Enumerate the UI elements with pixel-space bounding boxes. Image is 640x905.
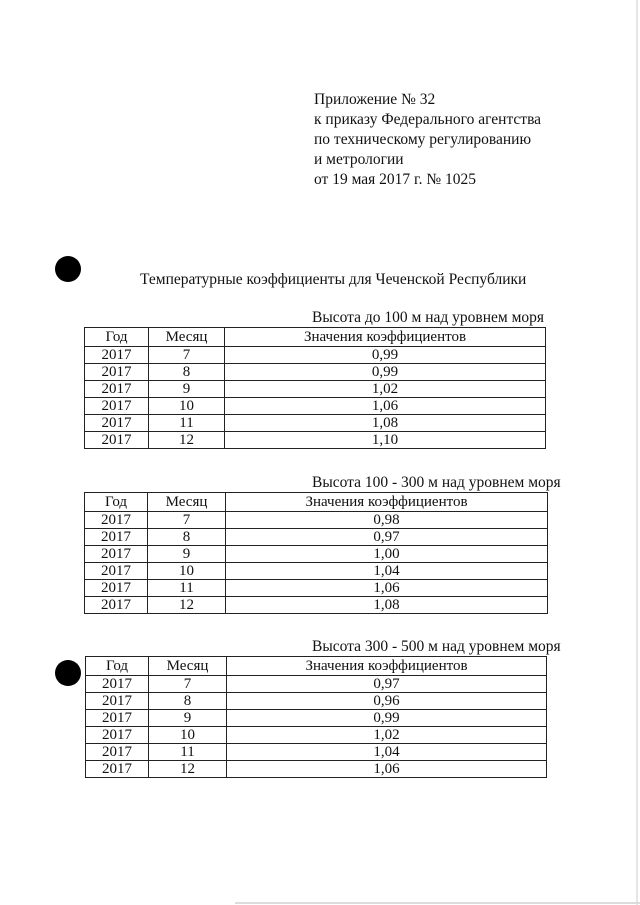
cell-year: 2017 (85, 432, 149, 449)
cell-year: 2017 (85, 597, 148, 614)
cell-month: 7 (148, 512, 226, 529)
cell-value: 1,02 (227, 727, 547, 744)
column-header-year: Год (85, 328, 149, 347)
table-header-row (86, 657, 547, 676)
cell-month: 8 (149, 364, 225, 381)
table-row (85, 364, 546, 381)
cell-month: 9 (149, 381, 225, 398)
table-row (85, 512, 548, 529)
cell-year: 2017 (85, 580, 148, 597)
cell-value: 1,10 (225, 432, 546, 449)
cell-year: 2017 (86, 727, 149, 744)
cell-year: 2017 (86, 710, 149, 727)
table-header-row (85, 328, 546, 347)
cell-value: 1,00 (226, 546, 548, 563)
column-header-month: Месяц (149, 657, 227, 676)
header-line: от 19 мая 2017 г. № 1025 (314, 171, 477, 188)
table-row (86, 676, 547, 693)
cell-value: 0,97 (226, 529, 548, 546)
page-edge-right (636, 0, 638, 905)
table-header-row (85, 493, 548, 512)
cell-month: 10 (149, 398, 225, 415)
cell-year: 2017 (85, 381, 149, 398)
cell-year: 2017 (85, 512, 148, 529)
coefficients-table (85, 656, 547, 778)
table-row (85, 597, 548, 614)
cell-month: 7 (149, 676, 227, 693)
punch-hole-mark (55, 660, 81, 686)
table-row (85, 563, 548, 580)
table-row (85, 415, 546, 432)
table-row (86, 727, 547, 744)
table-row (85, 347, 546, 364)
cell-month: 11 (149, 744, 227, 761)
cell-month: 11 (149, 415, 225, 432)
header-line: Приложение № 32 (314, 91, 436, 108)
cell-month: 9 (149, 710, 227, 727)
header-line: к приказу Федерального агентства (314, 111, 542, 128)
cell-month: 10 (148, 563, 226, 580)
cell-month: 11 (148, 580, 226, 597)
table-caption: Высота до 100 м над уровнем моря (312, 309, 545, 326)
column-header-value: Значения коэффициентов (225, 328, 546, 347)
table-row (86, 744, 547, 761)
page-edge-bottom (235, 902, 640, 904)
cell-value: 0,99 (227, 710, 547, 727)
cell-month: 12 (149, 432, 225, 449)
header-line: по техническому регулированию (314, 131, 532, 148)
table-row (85, 580, 548, 597)
table-row (86, 693, 547, 710)
table-row (85, 432, 546, 449)
coefficients-table (84, 327, 546, 449)
cell-year: 2017 (85, 398, 149, 415)
appendix-header (314, 90, 541, 190)
table-row (85, 381, 546, 398)
cell-value: 0,99 (225, 347, 546, 364)
table-row (85, 546, 548, 563)
cell-year: 2017 (86, 761, 149, 778)
header-line: и метрологии (314, 151, 404, 168)
column-header-year: Год (86, 657, 149, 676)
table-row (85, 398, 546, 415)
cell-month: 7 (149, 347, 225, 364)
column-header-month: Месяц (148, 493, 226, 512)
table-row (86, 710, 547, 727)
cell-value: 1,02 (225, 381, 546, 398)
cell-value: 1,06 (226, 580, 548, 597)
cell-value: 0,97 (227, 676, 547, 693)
cell-month: 9 (148, 546, 226, 563)
cell-value: 1,08 (225, 415, 546, 432)
table-row (85, 529, 548, 546)
cell-year: 2017 (85, 364, 149, 381)
cell-value: 1,08 (226, 597, 548, 614)
table-row (86, 761, 547, 778)
table-caption: Высота 300 - 500 м над уровнем моря (312, 638, 561, 655)
cell-year: 2017 (85, 347, 149, 364)
cell-month: 12 (148, 597, 226, 614)
column-header-value: Значения коэффициентов (226, 493, 548, 512)
cell-value: 1,06 (227, 761, 547, 778)
column-header-month: Месяц (149, 328, 225, 347)
column-header-year: Год (85, 493, 148, 512)
cell-value: 0,96 (227, 693, 547, 710)
cell-month: 10 (149, 727, 227, 744)
coefficients-table (84, 492, 548, 614)
cell-value: 1,04 (227, 744, 547, 761)
cell-month: 8 (149, 693, 227, 710)
cell-year: 2017 (86, 676, 149, 693)
cell-year: 2017 (85, 563, 148, 580)
cell-year: 2017 (85, 529, 148, 546)
cell-month: 12 (149, 761, 227, 778)
cell-year: 2017 (85, 415, 149, 432)
punch-hole-mark (55, 256, 81, 282)
cell-value: 0,98 (226, 512, 548, 529)
table-caption: Высота 100 - 300 м над уровнем моря (312, 474, 561, 491)
cell-month: 8 (148, 529, 226, 546)
cell-value: 1,06 (225, 398, 546, 415)
cell-year: 2017 (85, 546, 148, 563)
cell-value: 0,99 (225, 364, 546, 381)
cell-year: 2017 (86, 744, 149, 761)
cell-year: 2017 (86, 693, 149, 710)
document-title: Температурные коэффициенты для Чеченской Республики (140, 271, 527, 288)
column-header-value: Значения коэффициентов (227, 657, 547, 676)
cell-value: 1,04 (226, 563, 548, 580)
